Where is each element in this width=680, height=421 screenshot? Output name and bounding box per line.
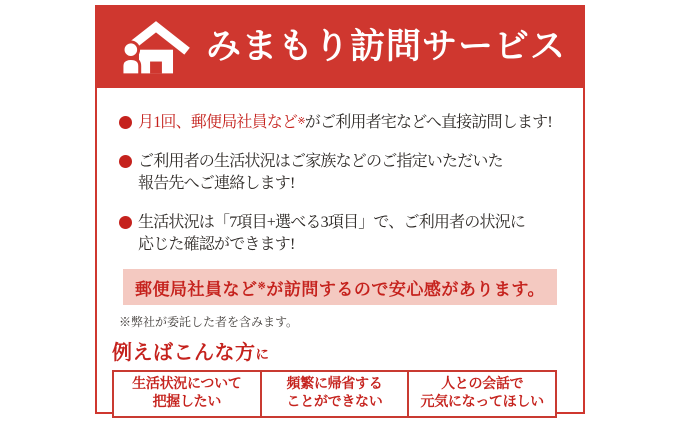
reassurance-highlight-banner: 郵便局社員など ※ が訪問するので安心感があります。 (123, 269, 557, 305)
example-card-cheer-up-through-talk: 人との会話で 元気になってほしい (407, 372, 555, 416)
service-description-panel (95, 86, 585, 414)
example-card-cannot-visit-often: 頻繁に帰省する ことができない (260, 372, 408, 416)
house-with-person-icon (119, 17, 193, 75)
bullet-dot (119, 155, 132, 168)
asterisk-note-mark: ※ (257, 280, 267, 292)
bullet-dot (119, 216, 132, 229)
feature-list (119, 112, 569, 256)
feature-text: 月1回、郵便局社員など※がご利用者宅などへ直接訪問します! (138, 114, 552, 131)
feature-item-monthly-visit (119, 112, 569, 134)
examples-heading: 例えばこんな方に (112, 342, 270, 364)
example-cards-row (112, 370, 557, 418)
bullet-dot (119, 116, 132, 129)
feature-text: 生活状況は「7項目+選べる3項目」で、ご利用者の状況に 応じた確認ができます! (138, 214, 526, 253)
example-card-know-living-status: 生活状況について 把握したい (132, 377, 242, 410)
feature-item-check-items (119, 212, 569, 256)
service-header-banner (95, 5, 585, 86)
feature-item-report-to-family (119, 151, 569, 195)
service-title: みまもり訪問サービス (206, 26, 567, 66)
feature-text: ご利用者の生活状況はご家族などのご指定いただいた 報告先へご連絡します! (138, 153, 503, 192)
footnote: ※弊社が委託した者を含みます。 (119, 315, 299, 329)
asterisk-note-mark: ※ (297, 116, 305, 127)
